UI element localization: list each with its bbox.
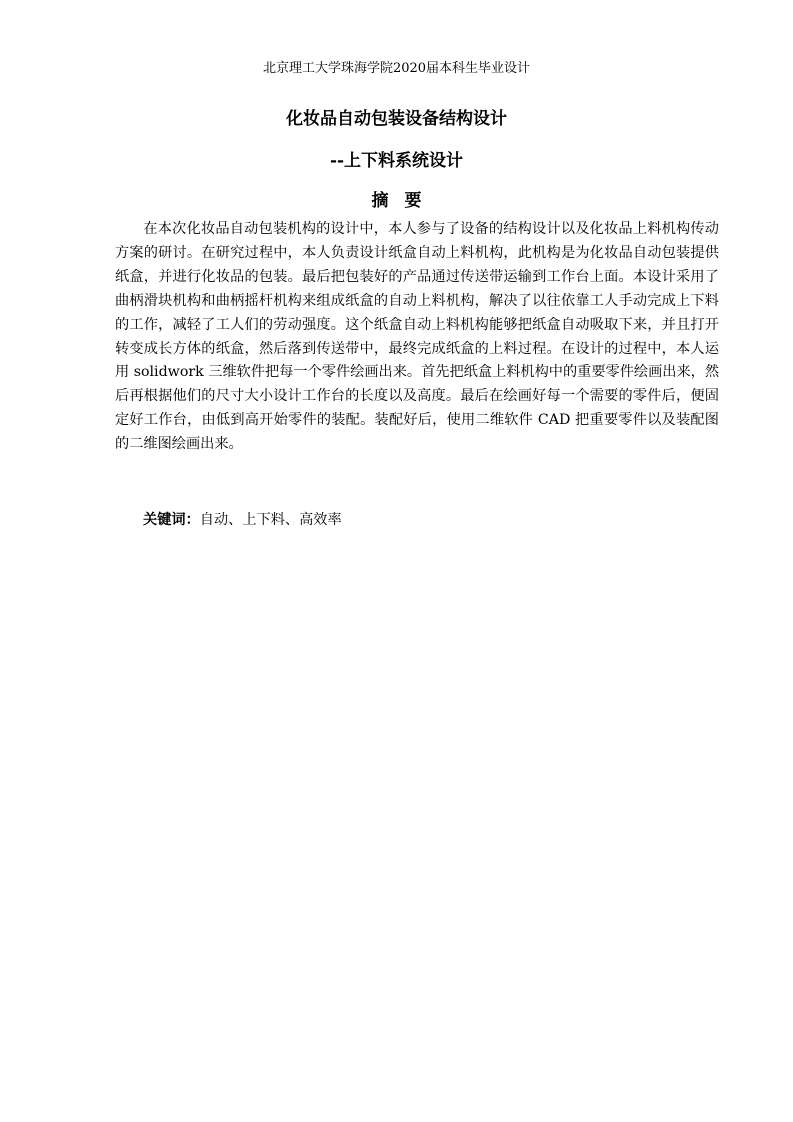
- keywords-line: [143, 509, 342, 533]
- keywords-label: 关键词：: [143, 512, 200, 528]
- thesis-title: 化妆品自动包装设备结构设计: [286, 109, 507, 129]
- keywords-value: 自动、上下料、高效率: [199, 512, 342, 528]
- abstract-paragraph: 在本次化妆品自动包装机构的设计中，本人参与了设备的结构设计以及化妆品上料机构传动方案的研讨。在研究过程中，本人负责设计纸盒自动上料机构，此机构是为化妆品自动包装提供纸盒，并进行化妆品的包装。最后把包装好的产品通过传送带运输到工作台上面。本设计采用了曲柄滑块机构和曲柄摇杆机构来组成纸盒的自动上料机构，解决了以往依靠工人手动完成上下料的工作，减轻了工人们的劳动强度。这个纸盒自动上料机构能够把纸盒自动吸取下来，并且打开转变成长方体的纸盒，然后落到传送带中，最终完成纸盒的上料过程。在设计的过程中，本人运用 solidwork 三维软件把每一个零件绘画出来。首先把纸盒上料机构中的重要零件绘画出来，然后再根据他们的尺寸大小设计工作台的长度以及高度。最后在绘画好每一个需要的零件后，便固定好工作台，由低到高开始零件的装配。装配好后，使用二维软件 CAD 把重要零件以及装配图的二维图绘画出来。: [115, 221, 720, 453]
- abstract-heading: 摘要: [371, 191, 438, 211]
- running-header: 北京理工大学珠海学院2020届本科生毕业设计: [262, 61, 531, 76]
- thesis-subtitle: --上下料系统设计: [329, 151, 464, 171]
